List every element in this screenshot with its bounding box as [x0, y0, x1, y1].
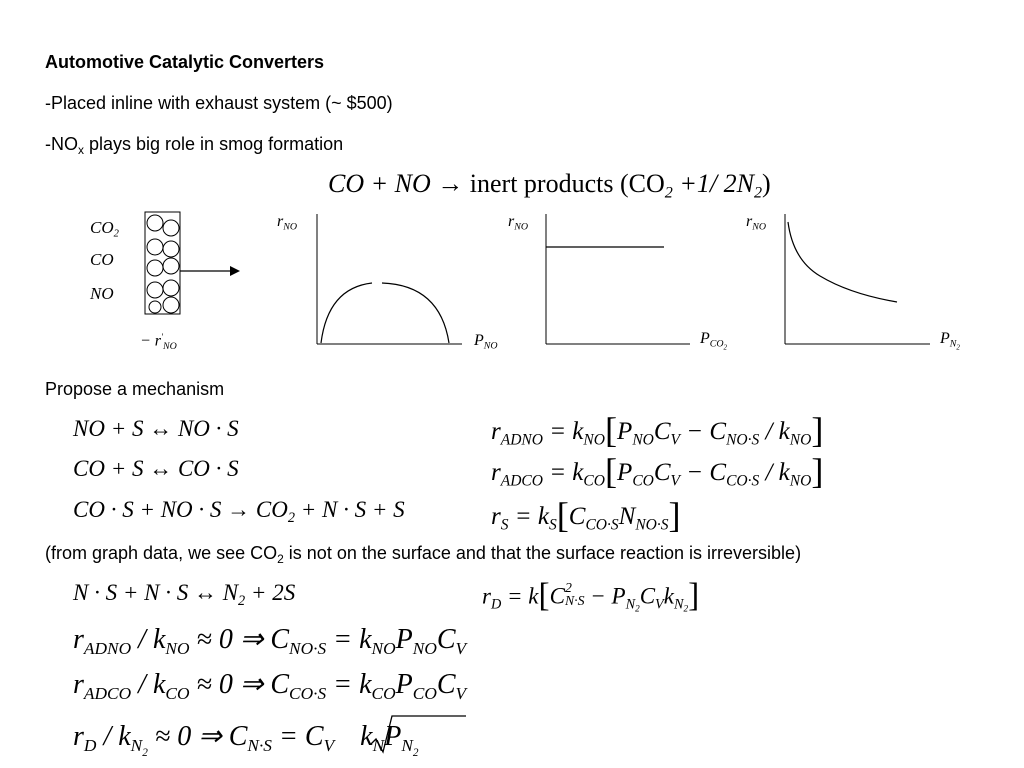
note-pre: (from graph data, we see CO	[45, 543, 278, 563]
r-s-n: N	[618, 503, 636, 531]
bracket-close: ]	[811, 451, 824, 491]
step3-b: + N · S + S	[295, 497, 405, 522]
p3-x: P	[940, 330, 950, 347]
res2-div: / k	[131, 669, 166, 700]
des-rest: + 2S	[245, 580, 296, 605]
p2-xsub: CO	[709, 338, 724, 350]
nox-rest: plays big role in smog formation	[84, 134, 344, 154]
r-adco-minus: − C	[680, 459, 727, 487]
res3-eq: = C	[271, 721, 324, 752]
r-adco-div: / k	[759, 459, 790, 487]
page-title: Automotive Catalytic Converters	[45, 52, 325, 72]
rd-minus: − P	[584, 583, 626, 609]
mechanism-step-1: NO + S ↔ NO · S	[73, 416, 239, 441]
plot2-ylabel	[508, 213, 528, 232]
plot3-curve	[788, 222, 897, 302]
p1-xsub: NO	[483, 340, 498, 352]
reaction-co2-sub: 2	[664, 184, 673, 202]
rd-ksub: N	[673, 596, 684, 613]
bracket-open: [	[538, 577, 550, 614]
p3-y: r	[746, 213, 753, 230]
plot1-xlabel	[474, 332, 498, 351]
res1-k2sub: NO	[371, 639, 396, 659]
reaction-n2-sub: 2	[753, 184, 762, 202]
reaction-rhs2: +1/ 2N	[672, 169, 754, 198]
r-adno-c: C	[653, 418, 671, 446]
res2-k2sub: CO	[371, 684, 396, 704]
r-s-eq: = k	[508, 503, 549, 531]
bracket-close: ]	[688, 577, 700, 614]
nox-text: -NO	[45, 134, 78, 154]
rate-adco	[491, 450, 823, 492]
res3-k: k	[360, 721, 373, 752]
r-s-nsub: NO·S	[635, 516, 669, 534]
res1-cvsub: V	[455, 639, 467, 659]
reaction-close: )	[762, 169, 771, 198]
rd-c: C	[549, 583, 565, 609]
p1-ysub: NO	[283, 221, 297, 233]
des-eq: N · S + N · S ↔ N	[73, 580, 239, 605]
rd-k: k	[663, 583, 674, 609]
reactor-box	[145, 212, 180, 314]
r-s: r	[491, 503, 501, 531]
r-adno-div: / k	[759, 418, 790, 446]
graph-note	[45, 543, 801, 566]
step3-a: CO · S + NO · S → CO	[73, 497, 288, 522]
res3-ksub: N	[130, 736, 143, 756]
p3-xsubsub: 2	[956, 343, 960, 352]
rd-r: r	[482, 583, 491, 609]
rate-adno	[491, 409, 823, 451]
rate-prime: '	[161, 332, 163, 342]
rd-ksubsub: 2	[683, 603, 689, 614]
propose-heading: Propose a mechanism	[45, 379, 225, 399]
plot2-xlabel	[700, 330, 727, 351]
res2-eq: = k	[326, 669, 372, 700]
rd-psub: N	[625, 596, 636, 613]
res1-c: C	[436, 624, 456, 655]
desorption-step	[73, 580, 295, 610]
note-sub: 2	[277, 552, 284, 567]
res2-c: C	[436, 669, 456, 700]
res3-rsub: D	[83, 736, 97, 756]
r-adno-eq: = k	[542, 418, 584, 446]
reactor-input-no: NO	[90, 284, 114, 303]
rd-psubsub: 2	[635, 603, 640, 614]
reactor-input-co: CO	[90, 250, 114, 269]
reaction-lhs: CO + NO →	[328, 169, 464, 198]
res2-p: P	[395, 669, 413, 700]
r-adco-c2sub: CO·S	[726, 472, 760, 490]
catalyst-pellets	[147, 215, 179, 313]
r-s-ksub: S	[548, 516, 557, 534]
input-co2: CO	[90, 218, 114, 237]
r-s-c: C	[568, 503, 586, 531]
bracket-open: [	[604, 451, 618, 491]
p2-ysub: NO	[514, 221, 528, 233]
rd-csub: N·S	[564, 592, 585, 608]
reactor-rate-label	[140, 332, 177, 352]
reaction-middle: inert products	[469, 169, 614, 198]
res2-ksub: CO	[165, 684, 190, 704]
r-s-csub: CO·S	[585, 516, 619, 534]
rate-text: − r	[140, 332, 162, 350]
res1-rsub: ADNO	[83, 639, 132, 659]
r-adco-psub: CO	[632, 472, 654, 490]
r-adno: r	[491, 418, 501, 446]
r-adno-k2sub: NO	[789, 431, 812, 449]
r-adco-csub: V	[670, 472, 681, 490]
r-adno-c2sub: NO·S	[726, 431, 760, 449]
r-adco: r	[491, 459, 501, 487]
rd-c2: C	[639, 583, 656, 609]
r-adco-sub: ADCO	[500, 472, 543, 490]
res3-approx: ≈ 0 ⇒ C	[147, 721, 248, 752]
plot3-ylabel	[746, 213, 766, 232]
rd-eq: = k	[501, 583, 539, 609]
res2-csub: CO·S	[289, 684, 327, 704]
res3-div: / k	[96, 721, 131, 752]
res3-psub: N	[401, 736, 413, 756]
res1-ksub: NO	[165, 639, 190, 659]
bracket-open: [	[556, 495, 569, 535]
input-co2-sub: 2	[113, 228, 119, 240]
bullet-inline: -Placed inline with exhaust system (~ $500)	[45, 93, 393, 113]
r-adco-ksub: CO	[583, 472, 605, 490]
res1-eq: = k	[326, 624, 372, 655]
result-adno	[73, 622, 466, 659]
reactor-input-co2	[90, 218, 119, 240]
plot1-ylabel	[277, 213, 297, 232]
rd-rsub: D	[490, 596, 502, 613]
res1-psub: NO	[412, 639, 437, 659]
p1-y: r	[277, 213, 284, 230]
res1-csub: NO·S	[289, 639, 327, 659]
res3-k3sub: N	[372, 736, 385, 756]
res1-div: / k	[131, 624, 166, 655]
plot1-curve-right	[382, 283, 449, 343]
r-adco-p: P	[617, 459, 633, 487]
res2-psub: CO	[412, 684, 437, 704]
r-adco-c: C	[653, 459, 671, 487]
bracket-close: ]	[668, 495, 681, 535]
r-adno-psub: NO	[632, 431, 654, 449]
rd-c2sub: V	[655, 596, 664, 613]
res2-approx: ≈ 0 ⇒ C	[189, 669, 290, 700]
res2-r: r	[73, 669, 84, 700]
p1-x: P	[474, 332, 484, 349]
rd-csup: 2	[564, 580, 572, 596]
p2-y: r	[508, 213, 515, 230]
rate-desorption	[482, 577, 699, 615]
r-adno-ksub: NO	[583, 431, 605, 449]
result-adco	[73, 667, 466, 704]
plot1-curve-left	[321, 283, 372, 343]
bracket-open: [	[604, 410, 618, 450]
r-adno-sub: ADNO	[500, 431, 543, 449]
step3-sub: 2	[287, 509, 295, 526]
mechanism-step-2: CO + S ↔ CO · S	[73, 456, 239, 481]
res3-p: P	[384, 721, 402, 752]
rate-sub: NO	[162, 340, 177, 352]
r-adno-minus: − C	[680, 418, 727, 446]
p3-ysub: NO	[752, 221, 766, 233]
p2-x: P	[700, 330, 710, 347]
res1-approx: ≈ 0 ⇒ C	[189, 624, 290, 655]
reaction-rhs: (CO	[619, 169, 665, 198]
res3-ksubsub: 2	[142, 747, 148, 760]
res1-p: P	[395, 624, 413, 655]
des-sub: 2	[238, 592, 246, 609]
rate-surface	[491, 494, 681, 536]
r-s-sub: S	[500, 516, 509, 534]
res1-r: r	[73, 624, 84, 655]
res3-csub: N·S	[247, 736, 272, 756]
res3-psubsub: 2	[412, 747, 419, 760]
note-post: is not on the surface and that the surface reaction is irreversible)	[283, 543, 802, 563]
res2-cvsub: V	[455, 684, 467, 704]
result-desorption	[73, 719, 419, 759]
mechanism-step-3	[73, 497, 405, 527]
r-adco-k2sub: NO	[789, 472, 812, 490]
r-adno-csub: V	[670, 431, 681, 449]
r-adco-eq: = k	[542, 459, 584, 487]
outlet-arrow-head	[230, 266, 240, 276]
res3-r: r	[73, 721, 84, 752]
p2-xsubsub: 2	[723, 343, 728, 352]
plot3-xlabel	[940, 330, 960, 351]
nox-sub: x	[78, 143, 84, 158]
rd-c-scripts	[565, 582, 585, 607]
r-adno-p: P	[617, 418, 633, 446]
res2-rsub: ADCO	[83, 684, 132, 704]
res3-cvsub: V	[323, 736, 335, 756]
bracket-close: ]	[811, 410, 824, 450]
p3-xsub: N	[949, 338, 957, 350]
